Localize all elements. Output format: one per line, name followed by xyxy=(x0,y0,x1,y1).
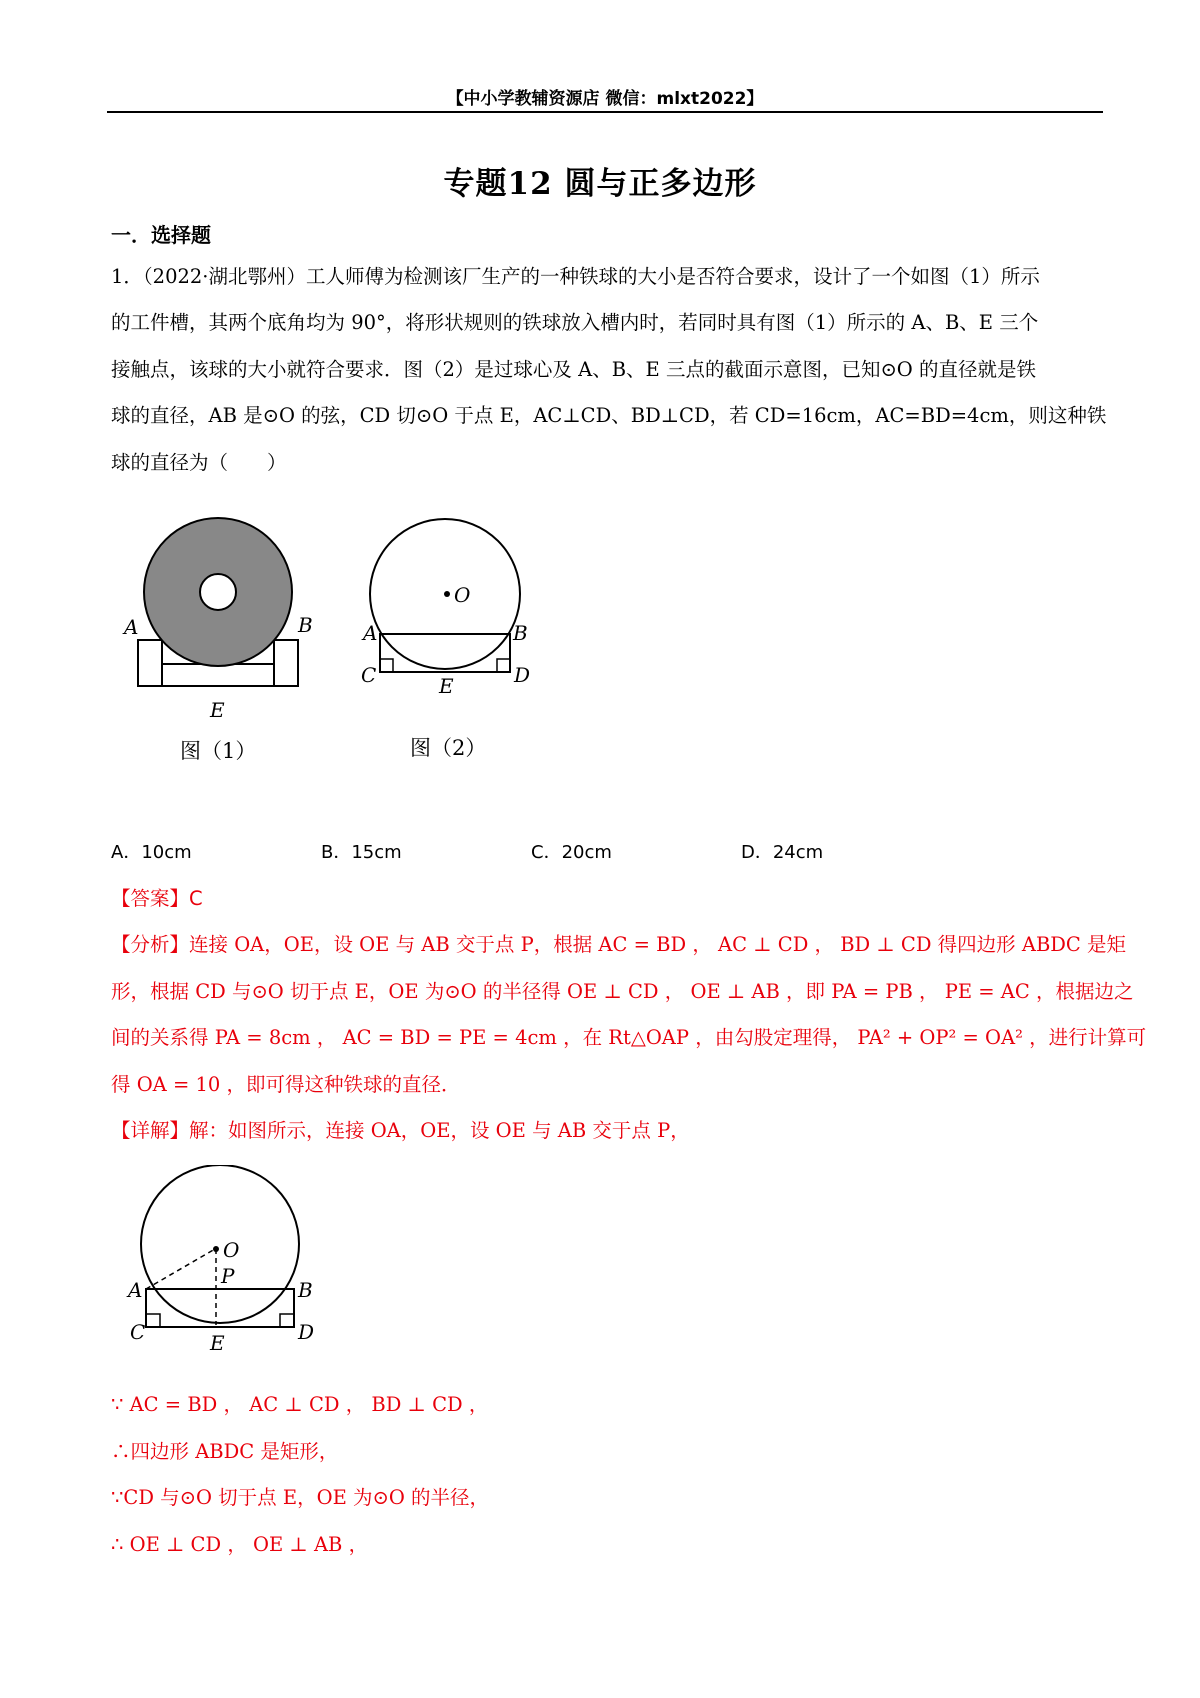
label-c: C xyxy=(361,663,377,687)
question-line: 1．（2022·湖北鄂州）工人师傅为检测该厂生产的一种铁球的大小是否符合要求，设计了一个如图（1）所示 xyxy=(111,265,1040,288)
option-c: C．20cm xyxy=(531,842,612,863)
label-e: E xyxy=(439,674,454,698)
analysis-line: 形，根据 CD 与⊙O 切于点 E，OE 为⊙O 的半径得 OE ⊥ CD ， OE ⊥ AB ，即 PA = PB ， PE = AC ，根据边之 xyxy=(111,980,1134,1003)
analysis-line: 【分析】连接 OA，OE，设 OE 与 AB 交于点 P，根据 AC = BD ， AC ⊥ CD ， BD ⊥ CD 得四边形 ABDC 是矩 xyxy=(111,933,1127,956)
slot-left-block xyxy=(138,640,162,686)
figure-2 xyxy=(358,510,558,770)
label-o: O xyxy=(223,1238,240,1262)
option-d: D．24cm xyxy=(741,842,824,863)
label-b: B xyxy=(298,613,313,637)
answer-value: C xyxy=(189,887,203,910)
question-line: 的工件槽，其两个底角均为 90°，将形状规则的铁球放入槽内时，若同时具有图（1）所示的 A、B、E 三个 xyxy=(111,311,1039,334)
right-angle-d xyxy=(497,659,510,672)
answer-tag: 【答案】 xyxy=(111,887,190,910)
label-e: E xyxy=(210,698,225,722)
label-e: E xyxy=(210,1331,225,1355)
right-angle-c xyxy=(380,659,393,672)
section-heading: 一．选择题 xyxy=(111,223,211,247)
label-b: B xyxy=(513,621,528,645)
figure-1-caption: 图（1） xyxy=(180,739,257,763)
center-o xyxy=(444,591,450,597)
circle-o xyxy=(141,1165,299,1323)
figure-1 xyxy=(120,510,320,770)
right-angle-d xyxy=(280,1314,294,1327)
figure-3 xyxy=(120,1165,320,1355)
figure-2-caption: 图（2） xyxy=(410,736,487,760)
label-b: B xyxy=(298,1278,313,1302)
slot-right-block xyxy=(274,640,298,686)
option-b: B．15cm xyxy=(321,842,402,863)
label-a: A xyxy=(124,615,139,639)
question-line: 接触点，该球的大小就符合要求．图（2）是过球心及 A、B、E 三点的截面示意图，已知⊙O 的直径就是铁 xyxy=(111,358,1036,381)
question-line: 球的直径为（ ） xyxy=(111,451,287,474)
label-p: P xyxy=(221,1264,235,1288)
page-header: 【中小学教辅资源店 微信：mlxt2022】 xyxy=(446,89,764,109)
detail-intro: 【详解】解：如图所示，连接 OA，OE，设 OE 与 AB 交于点 P， xyxy=(111,1119,690,1142)
label-d: D xyxy=(514,663,531,687)
label-d: D xyxy=(298,1320,315,1344)
analysis-line: 间的关系得 PA = 8cm ， AC = BD = PE = 4cm ，在 Rt△OAP ，由勾股定理得， PA² + OP² = OA² ，进行计算可 xyxy=(111,1026,1147,1049)
analysis-line: 得 OA = 10 ，即可得这种铁球的直径． xyxy=(111,1073,461,1096)
detail-step: ∴四边形 ABDC 是矩形， xyxy=(111,1440,339,1463)
center-o xyxy=(213,1246,219,1252)
label-a: A xyxy=(128,1278,143,1302)
page-title: 专题12 圆与正多边形 xyxy=(443,166,757,202)
header-rule xyxy=(107,111,1103,113)
option-a: A．10cm xyxy=(111,842,192,863)
label-a: A xyxy=(363,621,378,645)
label-c: C xyxy=(130,1320,146,1344)
ball-hole xyxy=(200,574,236,610)
detail-step: ∵CD 与⊙O 切于点 E，OE 为⊙O 的半径， xyxy=(111,1486,490,1509)
detail-step: ∵ AC = BD ， AC ⊥ CD ， BD ⊥ CD ， xyxy=(111,1393,489,1416)
answer-line xyxy=(111,886,1101,912)
detail-step: ∴ OE ⊥ CD ， OE ⊥ AB ， xyxy=(111,1533,369,1556)
question-line: 球的直径，AB 是⊙O 的弦，CD 切⊙O 于点 E，AC⊥CD、BD⊥CD，若 CD=16cm，AC=BD=4cm，则这种铁 xyxy=(111,404,1107,427)
right-angle-c xyxy=(146,1314,160,1327)
label-o: O xyxy=(454,583,471,607)
